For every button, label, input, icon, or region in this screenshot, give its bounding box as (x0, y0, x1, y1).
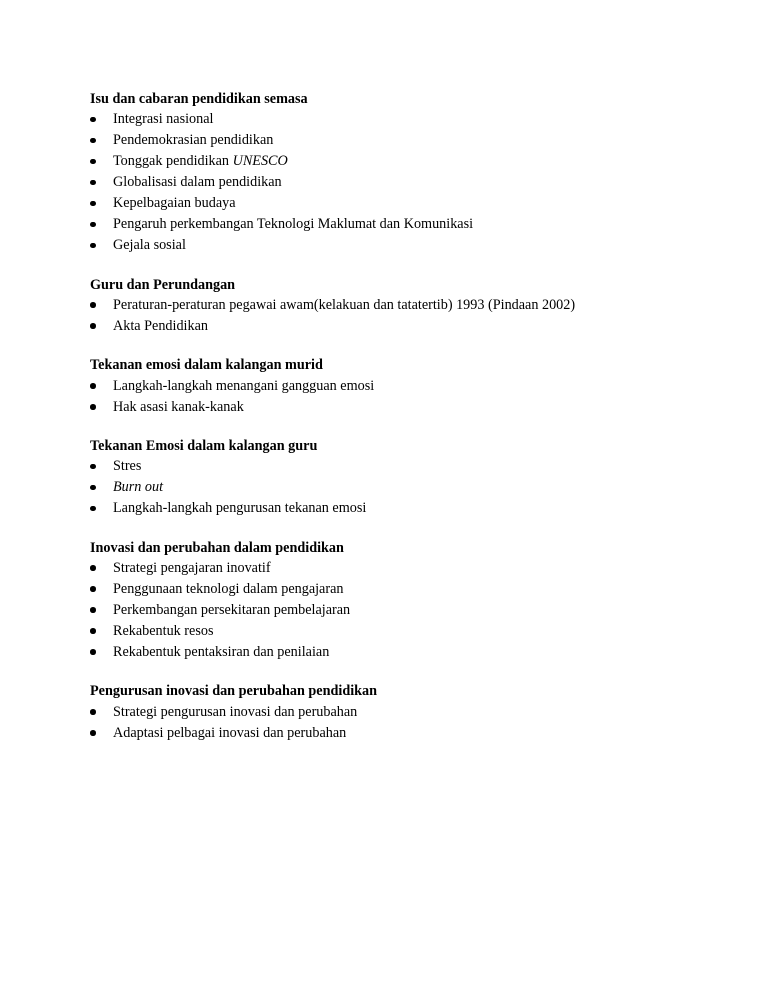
list-item-text: Rekabentuk resos (113, 622, 214, 639)
bullet-list (90, 376, 730, 418)
list-item-text: Langkah-langkah pengurusan tekanan emosi (113, 500, 367, 517)
list-item-text: Strategi pengurusan inovasi dan perubahan (113, 703, 358, 720)
bullet-icon (90, 628, 96, 634)
bullet-icon (90, 138, 96, 144)
list-item-text: Langkah-langkah menangani gangguan emosi (113, 377, 375, 394)
list-item (90, 295, 730, 316)
list-item-text: Pendemokrasian pendidikan (113, 132, 274, 149)
section-heading: Tekanan emosi dalam kalangan murid (90, 357, 323, 374)
bullet-list (90, 558, 730, 663)
bullet-icon (90, 565, 96, 571)
list-item (90, 376, 730, 397)
list-item (90, 579, 730, 600)
bullet-icon (90, 485, 96, 491)
list-item-text: Akta Pendidikan (113, 317, 208, 334)
bullet-icon (90, 607, 96, 613)
list-item (90, 477, 730, 498)
bullet-icon (90, 243, 96, 249)
list-item-text: Hak asasi kanak-kanak (113, 398, 244, 415)
list-item (90, 558, 730, 579)
list-item (90, 193, 730, 214)
list-item (90, 235, 730, 256)
bullet-icon (90, 159, 96, 165)
list-item-italic-text: UNESCO (232, 153, 288, 170)
bullet-list (90, 702, 730, 744)
list-item-text: Penggunaan teknologi dalam pengajaran (113, 580, 344, 597)
bullet-icon (90, 222, 96, 228)
list-item-text: Stres (113, 458, 142, 475)
list-item-text: Adaptasi pelbagai inovasi dan perubahan (113, 724, 347, 741)
list-item-text: Globalisasi dalam pendidikan (113, 174, 282, 191)
bullet-icon (90, 201, 96, 207)
document-body (90, 89, 730, 762)
list-item (90, 316, 730, 337)
section (90, 681, 730, 743)
bullet-list (90, 109, 730, 256)
section-heading: Tekanan Emosi dalam kalangan guru (90, 438, 318, 455)
section-heading: Guru dan Perundangan (90, 276, 236, 293)
list-item (90, 498, 730, 519)
list-item-text: Strategi pengajaran inovatif (113, 559, 271, 576)
bullet-icon (90, 649, 96, 655)
bullet-icon (90, 404, 96, 410)
bullet-icon (90, 180, 96, 186)
list-item (90, 702, 730, 723)
bullet-icon (90, 730, 96, 736)
bullet-icon (90, 383, 96, 389)
list-item (90, 172, 730, 193)
list-item (90, 109, 730, 130)
list-item (90, 397, 730, 418)
list-item-italic-text: Burn out (113, 479, 164, 496)
section (90, 538, 730, 663)
list-item-text: Kepelbagaian budaya (113, 195, 236, 212)
bullet-icon (90, 323, 96, 329)
list-item (90, 456, 730, 477)
list-item (90, 214, 730, 235)
list-item-text: Pengaruh perkembangan Teknologi Maklumat dan Komunikasi (113, 216, 474, 233)
list-item (90, 130, 730, 151)
list-item (90, 642, 730, 663)
list-item-text: Rekabentuk pentaksiran dan penilaian (113, 643, 330, 660)
list-item (90, 723, 730, 744)
bullet-list (90, 295, 730, 337)
bullet-icon (90, 464, 96, 470)
list-item-text: Perkembangan persekitaran pembelajaran (113, 601, 351, 618)
bullet-icon (90, 302, 96, 308)
bullet-icon (90, 117, 96, 123)
list-item (90, 600, 730, 621)
section-heading: Inovasi dan perubahan dalam pendidikan (90, 539, 344, 556)
list-item-text: Gejala sosial (113, 237, 186, 254)
section (90, 436, 730, 519)
list-item-text: Integrasi nasional (113, 111, 214, 128)
bullet-icon (90, 586, 96, 592)
bullet-list (90, 456, 730, 519)
section (90, 275, 730, 337)
section-heading: Isu dan cabaran pendidikan semasa (90, 91, 308, 107)
bullet-icon (90, 506, 96, 512)
section (90, 89, 730, 256)
list-item-text: Peraturan-peraturan pegawai awam(kelakuan dan tatatertib) 1993 (Pindaan 2002) (113, 296, 576, 313)
bullet-icon (90, 709, 96, 715)
list-item-text: Tonggak pendidikan (113, 153, 233, 170)
list-item (90, 621, 730, 642)
section (90, 355, 730, 417)
section-heading: Pengurusan inovasi dan perubahan pendidikan (90, 683, 378, 700)
list-item (90, 151, 730, 172)
